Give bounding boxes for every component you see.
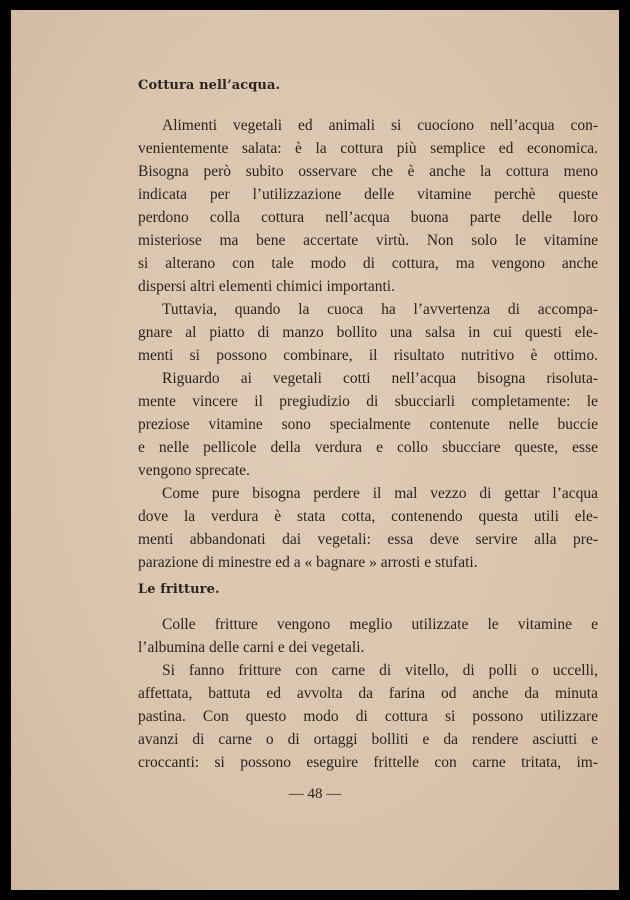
text-line: affettata, battuta ed avvolta da farina od anche da minuta <box>138 685 598 702</box>
text-line: si alterano con tale modo di cottura, ma vengono anche <box>138 255 598 272</box>
text-line: dispersi altri elementi chimici importanti. <box>138 278 395 295</box>
text-line: menti abbandonati dai vegetali: essa deve servire alla pre- <box>138 531 598 548</box>
text-line: Come pure bisogna perdere il mal vezzo di gettar l’acqua <box>162 485 598 502</box>
text-line: misteriose ma bene accertate virtù. Non solo le vitamine <box>138 232 598 249</box>
text-line: vengono sprecate. <box>138 462 250 479</box>
section-heading-fritture: Le fritture. <box>138 582 220 597</box>
text-line: croccanti: si possono eseguire frittelle con carne tritata, im- <box>138 754 598 771</box>
text-line: indicata per l’utilizzazione delle vitamine perchè queste <box>138 186 598 203</box>
text-line: Riguardo ai vegetali cotti nell’acqua bisogna risoluta- <box>162 370 598 387</box>
section-heading-cottura: Cottura nell’acqua. <box>138 78 281 93</box>
text-line: mente vincere il pregiudizio di sbucciarli completamente: le <box>138 393 598 410</box>
text-line: Si fanno fritture con carne di vitello, di polli o uccelli, <box>162 662 598 679</box>
text-line: menti si possono combinare, il risultato nutritivo è ottimo. <box>138 347 598 364</box>
text-line: e nelle pellicole della verdura e collo sbucciare queste, esse <box>138 439 598 456</box>
text-line: Alimenti vegetali ed animali si cuociono nell’acqua con- <box>162 117 598 134</box>
text-line: parazione di minestre ed a « bagnare » arrosti e stufati. <box>138 554 478 571</box>
book-page <box>11 10 619 890</box>
text-line: avanzi di carne o di ortaggi bolliti e da rendere asciutti e <box>138 731 598 748</box>
section-body-fritture <box>138 613 598 774</box>
text-line: gnare al piatto di manzo bollito una salsa in cui questi ele- <box>138 324 598 341</box>
text-line: Tuttavia, quando la cuoca ha l’avvertenza di accompa- <box>162 301 598 318</box>
text-line: venientemente salata: è la cottura più semplice ed economica. <box>138 140 598 157</box>
page-number: — 48 — <box>288 786 342 802</box>
section-body-cottura <box>138 114 598 574</box>
text-line: dove la verdura è stata cotta, contenendo questa utili ele- <box>138 508 598 525</box>
text-line: pastina. Con questo modo di cottura si possono utilizzare <box>138 708 598 725</box>
text-line: l’albumina delle carni e dei vegetali. <box>138 639 365 656</box>
text-line: perdono colla cottura nell’acqua buona parte delle loro <box>138 209 598 226</box>
text-line: preziose vitamine sono specialmente contenute nelle buccie <box>138 416 598 433</box>
text-line: Bisogna però subito osservare che è anche la cottura meno <box>138 163 598 180</box>
text-line: Colle fritture vengono meglio utilizzate le vitamine e <box>162 616 598 633</box>
